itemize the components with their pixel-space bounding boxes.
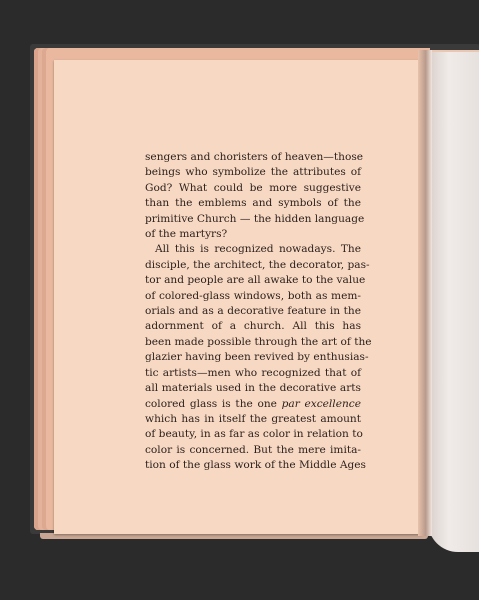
text-line-content: been made possible through the art of the [145, 335, 372, 348]
text-line-content: adornment of a church. All this has [145, 320, 361, 333]
text-line [145, 319, 361, 334]
text-line [145, 304, 361, 319]
text-line-content: All this is recognized nowadays. The [155, 243, 361, 256]
text-line-content: beings who symbolize the attributes of [145, 166, 361, 179]
text-line-content: of beauty, in as far as color in relation to [145, 428, 363, 441]
text-line [145, 181, 361, 196]
text-line-content: God? What could be more suggestive [145, 181, 361, 194]
text-line [145, 258, 370, 273]
book-gutter [418, 50, 432, 536]
text-line [145, 335, 372, 350]
text-line [145, 458, 366, 473]
text-line [145, 227, 361, 242]
text-line-content: of colored-glass windows, both as mem- [145, 289, 361, 302]
text-line [145, 350, 369, 365]
italic-phrase: par excellence [281, 397, 361, 410]
text-line-content: tic artists—men who recognized that of [145, 366, 361, 379]
text-line-content: color is concerned. But the mere imita- [145, 443, 361, 456]
text-line-content: of the martyrs? [145, 228, 228, 241]
text-line [145, 397, 361, 412]
text-line-content: tion of the glass work of the Middle Ages [145, 459, 366, 472]
text-line [145, 196, 361, 211]
text-line-content: primitive Church — the hidden language [145, 212, 365, 225]
text-line-content: sengers and choristers of heaven—those [145, 151, 364, 163]
text-line [145, 150, 364, 165]
text-line [145, 381, 361, 396]
text-line-content: disciple, the architect, the decorator, pas- [145, 258, 370, 271]
text-line-content: colored glass is the one [145, 397, 282, 410]
right-page [428, 52, 479, 552]
text-line-content: tor and people are all awake to the value [145, 274, 366, 287]
page-text [145, 150, 372, 474]
text-line [145, 212, 365, 227]
text-line-content: than the emblems and symbols of the [145, 197, 361, 210]
text-line [145, 366, 361, 381]
text-line-content: all materials used in the decorative arts [145, 382, 361, 395]
text-line-content: orials and as a decorative feature in the [145, 305, 361, 318]
text-line-content: which has in itself the greatest amount [145, 412, 361, 425]
text-line [145, 165, 361, 180]
text-line [145, 427, 361, 442]
text-line [145, 412, 361, 427]
text-line [145, 273, 366, 288]
text-line [145, 289, 361, 304]
text-line [145, 242, 361, 257]
text-line-content: glazier having been revived by enthusias- [145, 351, 369, 364]
text-line [145, 443, 361, 458]
